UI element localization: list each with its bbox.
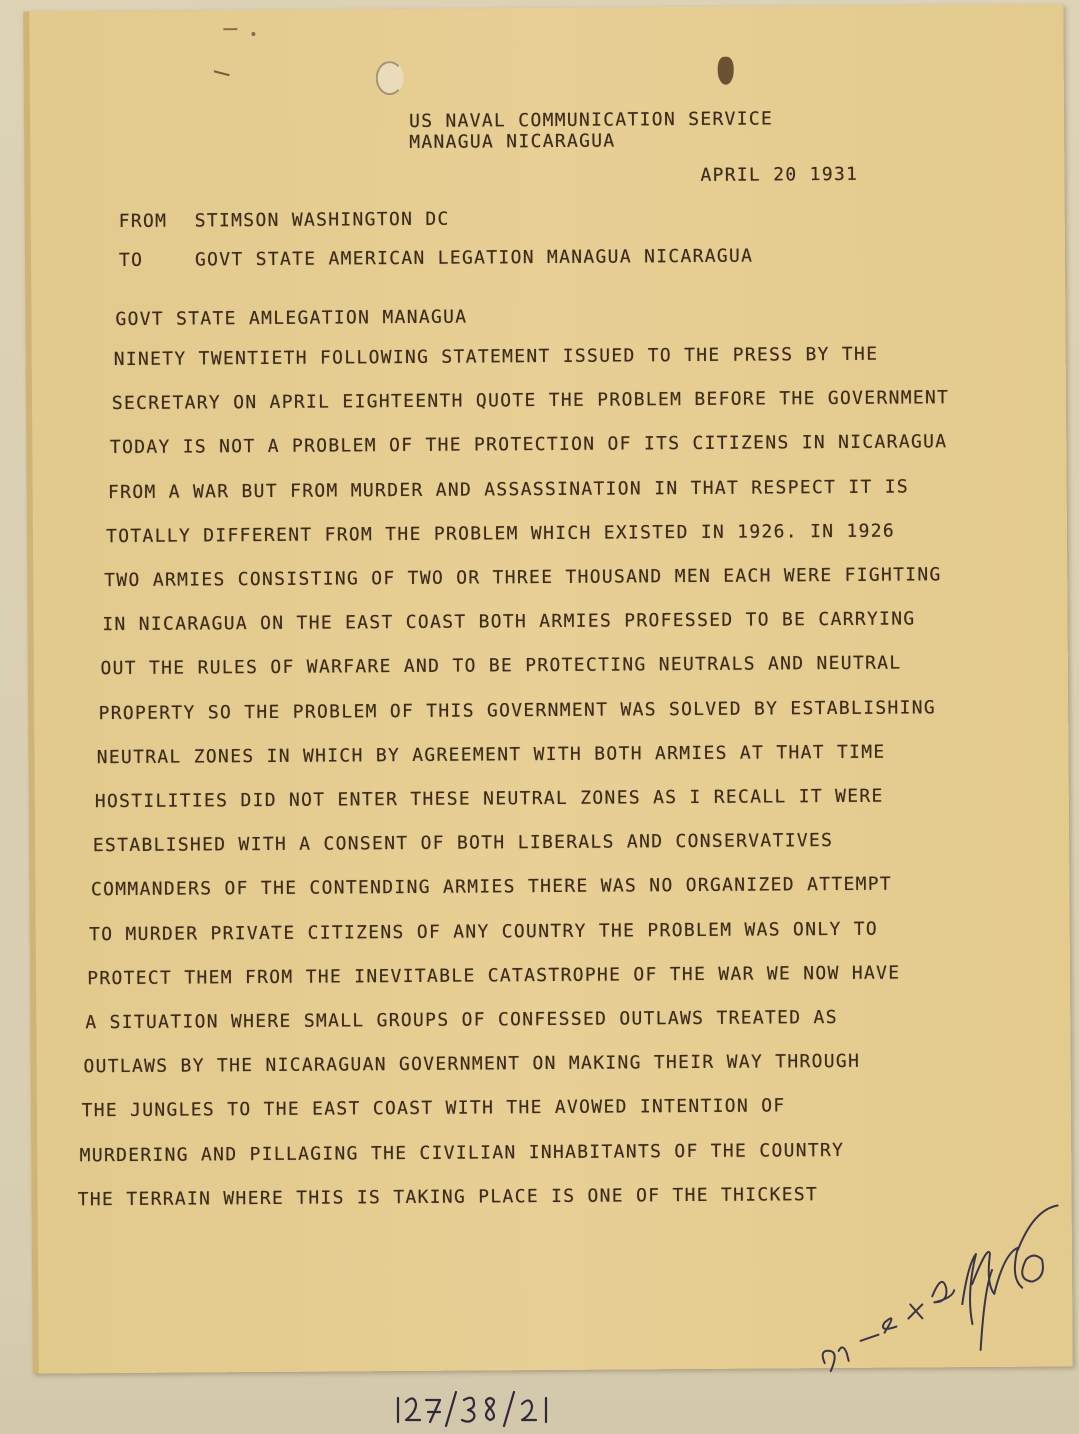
to-value: GOVT STATE AMERICAN LEGATION MANAGUA NICARAGUA [194,245,754,271]
to-label: TO [118,249,144,271]
body-line: TO MURDER PRIVATE CITIZENS OF ANY COUNTRY THE PROBLEM WAS ONLY TO [89,918,879,945]
body-line: OUT THE RULES OF WARFARE AND TO BE PROTECTING NEUTRALS AND NEUTRAL [100,652,902,680]
body-line: COMMANDERS OF THE CONTENDING ARMIES THERE WAS NO ORGANIZED ATTEMPT [90,873,893,901]
ink-mark [214,70,230,76]
body-line: FROM A WAR BUT FROM MURDER AND ASSASSINATION IN THAT RESPECT IT IS [107,476,910,503]
body-line: A SITUATION WHERE SMALL GROUPS OF CONFESSED OUTLAWS TREATED AS [85,1006,838,1034]
handwritten-file-number [390,1386,570,1430]
message-date: APRIL 20 1931 [700,163,859,186]
address-line: GOVT STATE AMLEGATION MANAGUA [115,306,468,331]
header-location: MANAGUA NICARAGUA [409,130,616,153]
from-value: STIMSON WASHINGTON DC [194,208,450,232]
body-line: MURDERING AND PILLAGING THE CIVILIAN INHABITANTS OF THE COUNTRY [79,1139,845,1166]
body-line: SECRETARY ON APRIL EIGHTEENTH QUOTE THE PROBLEM BEFORE THE GOVERNMENT [111,387,950,415]
body-line: THE JUNGLES TO THE EAST COAST WITH THE AVOWED INTENTION OF [81,1095,786,1122]
body-line: ESTABLISHED WITH A CONSENT OF BOTH LIBERALS AND CONSERVATIVES [92,830,834,857]
header-service-name: US NAVAL COMMUNICATION SERVICE [408,108,774,132]
body-line: TOTALLY DIFFERENT FROM THE PROBLEM WHICH EXISTED IN 1926. IN 1926 [106,520,896,547]
body-line: THE TERRAIN WHERE THIS IS TAKING PLACE IS ONE OF THE THICKEST [77,1183,819,1211]
telegram-page [23,4,1072,1373]
body-line: TWO ARMIES CONSISTING OF TWO OR THREE THOUSAND MEN EACH WERE FIGHTING [104,564,942,592]
ink-mark [223,28,237,30]
body-line: IN NICARAGUA ON THE EAST COAST BOTH ARMIES PROFESSED TO BE CARRYING [102,608,916,636]
handwritten-signature [812,1199,1079,1381]
body-line: PROPERTY SO THE PROBLEM OF THIS GOVERNMENT WAS SOLVED BY ESTABLISHING [98,696,937,724]
paper-edge [23,12,39,1374]
body-line: HOSTILITIES DID NOT ENTER THESE NEUTRAL ZONES AS I RECALL IT WERE [94,785,884,813]
from-label: FROM [118,210,168,232]
body-line: TODAY IS NOT A PROBLEM OF THE PROTECTION OF ITS CITIZENS IN NICARAGUA [109,431,948,459]
punch-hole [718,57,734,85]
punch-hole [376,61,404,95]
body-line: NINETY TWENTIETH FOLLOWING STATEMENT ISSUED TO THE PRESS BY THE [113,343,879,371]
body-line: PROTECT THEM FROM THE INEVITABLE CATASTROPHE OF THE WAR WE NOW HAVE [87,962,901,990]
body-line: NEUTRAL ZONES IN WHICH BY AGREEMENT WITH BOTH ARMIES AT THAT TIME [96,741,886,768]
body-line: OUTLAWS BY THE NICARAGUAN GOVERNMENT ON MAKING THEIR WAY THROUGH [83,1051,861,1078]
ink-mark [251,32,255,36]
